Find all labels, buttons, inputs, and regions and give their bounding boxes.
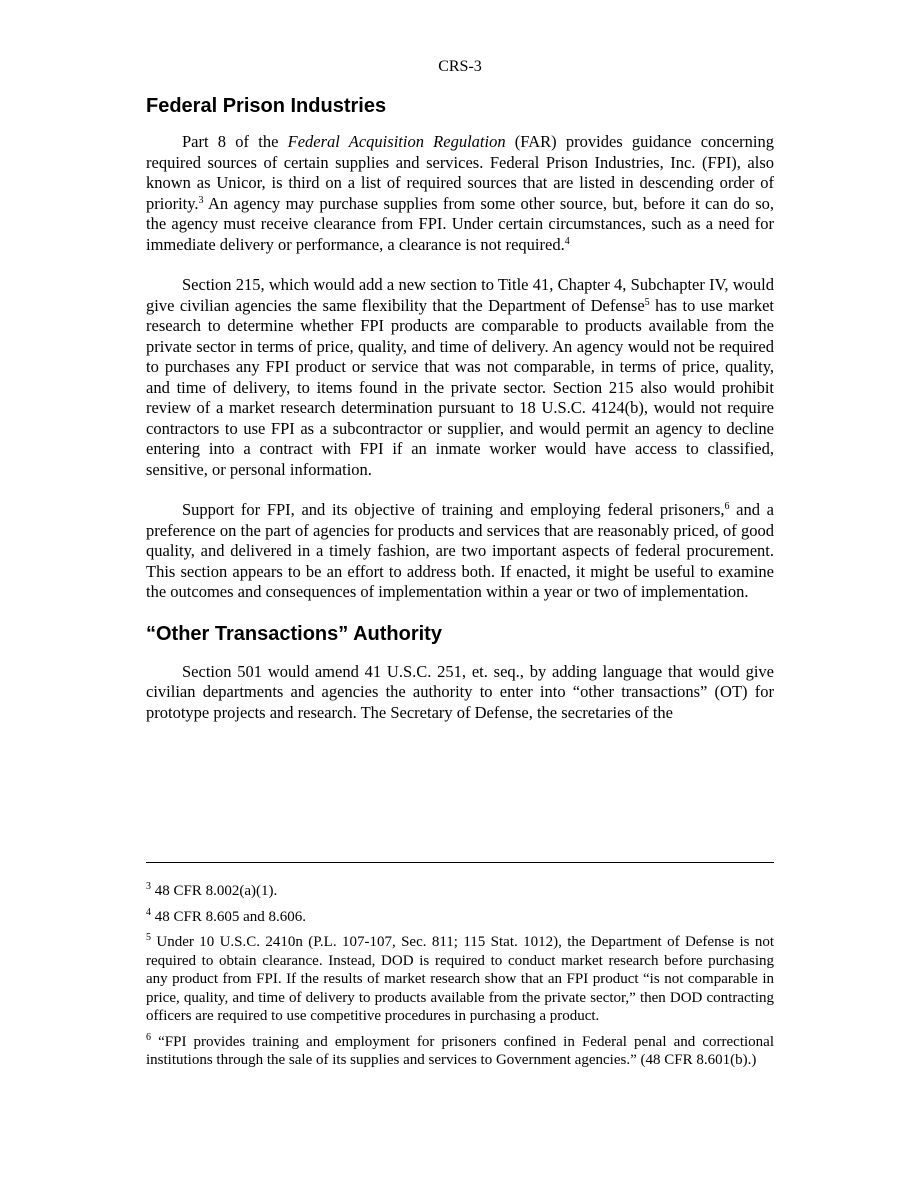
- main-content: [146, 94, 774, 723]
- footnote-text: Under 10 U.S.C. 2410n (P.L. 107-107, Sec. 811; 115 Stat. 1012), the Department of Defense is not required to obtain clearance. Instead, DOD is required to conduct market research before purchasing any product from FPI. If the results of market research show that an FPI product “is not comparable in price, quality, and time of delivery to products available from the private sector,” then DOD contracting officers are required to use competitive procedures in purchasing a product.: [146, 934, 774, 1024]
- paragraph-text: Part 8 of the: [182, 132, 288, 151]
- footnote-number: 6: [146, 1031, 151, 1043]
- paragraph-fpi-1: [146, 132, 774, 255]
- page-number-header: CRS-3: [438, 58, 482, 75]
- paragraph-text: Support for FPI, and its objective of training and employing federal prisoners,: [182, 500, 725, 519]
- footnote-text: “FPI provides training and employment for prisoners confined in Federal penal and correctional institutions through the sale of its supplies and services to Government agencies.” (48 CFR 8.601(b).): [146, 1033, 774, 1068]
- footnote-4: [146, 908, 774, 927]
- paragraph-fpi-2: [146, 275, 774, 480]
- section-title-fpi: Federal Prison Industries: [146, 95, 387, 117]
- far-title: Federal Acquisition Regulation: [287, 132, 506, 151]
- footnote-5: [146, 933, 774, 1026]
- paragraph-text: has to use market research to determine whether FPI products are comparable to products available from the private sector in terms of price, quality, and time of delivery. An agency would not be required to purchases any FPI product or service that was not comparable, in terms of price, quality, and time of delivery, to items found in the private sector. Section 215 also would prohibit review of a market research determination pursuant to 18 U.S.C. 4124(b), would not require contractors to use FPI as a subcontractor or supplier, and would permit an agency to decline entering into a contract with FPI if an inmate worker would have access to classified, sensitive, or personal information.: [146, 295, 775, 479]
- footnote-text: 48 CFR 8.002(a)(1).: [151, 883, 278, 899]
- footnote-ref-5[interactable]: 5: [644, 296, 650, 308]
- footnote-number: 4: [146, 906, 151, 918]
- footnote-divider: [146, 862, 774, 863]
- paragraph-fpi-3: [146, 500, 774, 603]
- footnote-ref-4[interactable]: 4: [564, 235, 570, 247]
- footnote-3: [146, 882, 774, 901]
- footnotes: [146, 882, 774, 1077]
- footnote-ref-6[interactable]: 6: [724, 501, 730, 512]
- footnote-number: 3: [146, 881, 151, 892]
- paragraph-ot-1: Section 501 would amend 41 U.S.C. 251, et. seq., by adding language that would give civilian departments and agencies the authority to enter into “other transactions” (OT) for prototype projects and research. The Secretary of Defense, the secretaries of the: [146, 661, 774, 722]
- paragraph-text: An agency may purchase supplies from some other source, but, before it can do so, the agency must receive clearance from FPI. Under certain circumstances, such as a need for immediate delivery or performance, a clearance is not required.: [146, 193, 774, 254]
- footnote-ref-3[interactable]: 3: [198, 194, 204, 206]
- footnote-text: 48 CFR 8.605 and 8.606.: [151, 908, 307, 925]
- section-title-other-transactions: “Other Transactions” Authority: [146, 622, 442, 645]
- paragraph-text: Section 215, which would add a new section to Title 41, Chapter 4, Subchapter IV, would give civilian agencies the same flexibility that the Department of Defense: [146, 275, 774, 315]
- paragraph-text: (FAR) provides guidance concerning required sources of certain supplies and services. Federal Prison Industries, Inc. (FPI), also known as Unicor, is third on a list of required sources that are listed in descending order of priority.: [146, 132, 775, 213]
- paragraph-text: and a preference on the part of agencies for products and services that are reasonably priced, of good quality, and delivered in a timely fashion, are two important aspects of federal procurement. This section appears to be an effort to address both. If enacted, it might be useful to examine the outcomes and consequences of implementation within a year or two of implementation.: [146, 500, 774, 601]
- footnote-6: [146, 1033, 774, 1070]
- footnote-number: 5: [146, 932, 151, 943]
